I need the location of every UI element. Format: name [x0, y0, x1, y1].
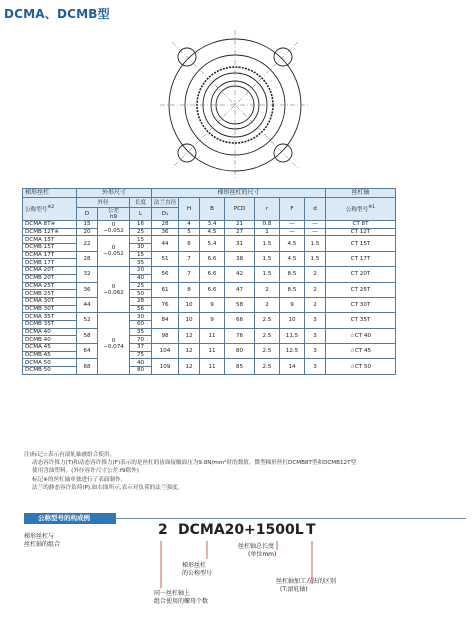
cell-r: 2.5 — [255, 359, 280, 374]
cell-f: 4.5 — [280, 236, 305, 251]
cell-pcd: 66 — [225, 313, 255, 328]
cell-model: DCMB 17T — [23, 259, 77, 267]
note-5: 法兰的静态容许负荷(P),如右图所示,表示对负荷的法兰强度。 — [32, 484, 184, 491]
note-4: 标记※的丝杠轴单独进行了表面制作。 — [32, 476, 127, 483]
cell-tol: 0 −0.074 — [98, 313, 130, 375]
cell-b: 9 — [200, 297, 225, 312]
code-model: DCMA20 — [178, 522, 245, 538]
cell-d1: 36 — [152, 228, 179, 236]
cell-f: 11.5 — [280, 328, 305, 343]
cell-pcd: 38 — [225, 251, 255, 266]
cell-screw: CT 20T — [326, 267, 396, 282]
cell-pcd: 58 — [225, 297, 255, 312]
cell-model: DCMA 8T※ — [23, 221, 77, 229]
cell-model: DCMB 25T — [23, 290, 77, 298]
cell-d: 3 — [305, 328, 326, 343]
cell-d1: 56 — [152, 267, 179, 282]
cell-f: 9 — [280, 297, 305, 312]
cell-r: 2.5 — [255, 313, 280, 328]
cell-screw: CT 17T — [326, 251, 396, 266]
cell-l: 15 — [130, 251, 152, 259]
header-model-label: 公称型号$^{※2}$ — [23, 198, 77, 221]
cell-l: 37 — [130, 344, 152, 352]
cell-d1: 44 — [152, 236, 179, 251]
cell-h: 12 — [179, 359, 200, 374]
cell-model: DCMB 45 — [23, 351, 77, 359]
cell-d: 3 — [305, 359, 326, 374]
header-r: r — [255, 198, 280, 221]
cell-screw: ☆CT 40 — [326, 328, 396, 343]
cell-pcd: 27 — [225, 228, 255, 236]
cell-l: 30 — [130, 244, 152, 252]
cell-d: 44 — [77, 297, 98, 312]
cell-screw: CT 25T — [326, 282, 396, 297]
cell-model: DCMA 20T — [23, 267, 77, 275]
cell-model: DCMB 20T — [23, 274, 77, 282]
note-2: 动态容许推力(T)和动态容许推力(F)表示的是丝杠的齿面接触面压为9.8N/mm²时的数值。微型梯形丝杠DCMB8T型和DCMB12T型 — [32, 460, 357, 467]
cell-l: 56 — [130, 305, 152, 313]
cell-l: 80 — [130, 367, 152, 375]
header-outer-dia: 外径 — [77, 198, 130, 208]
cell-tol: 0 −0.052 — [98, 221, 130, 236]
cell-b: 3.4 — [200, 221, 225, 229]
cell-d: — — [305, 228, 326, 236]
header-h: H — [179, 198, 200, 221]
cell-pcd: 42 — [225, 267, 255, 282]
cell-b: 6.6 — [200, 251, 225, 266]
cell-b: 6.6 — [200, 282, 225, 297]
cell-f: 8.5 — [280, 267, 305, 282]
cell-d: 52 — [77, 313, 98, 328]
cell-d1: 76 — [152, 297, 179, 312]
cell-l: 16 — [130, 221, 152, 229]
cell-d: 32 — [77, 267, 98, 282]
cell-d: 28 — [77, 251, 98, 266]
cell-model: DCMA 45 — [23, 344, 77, 352]
cell-f: — — [280, 221, 305, 229]
cell-screw: CT 12T — [326, 228, 396, 236]
cell-d: 20 — [77, 228, 98, 236]
explain-model: 梯形丝杠 的公称型号 — [182, 562, 213, 577]
cell-d1: 109 — [152, 359, 179, 374]
cell-l: 30 — [130, 313, 152, 321]
cell-h: 6 — [179, 236, 200, 251]
header-length-sub: L — [130, 208, 152, 221]
cell-d: 2 — [305, 297, 326, 312]
cell-model: DCMA 17T — [23, 251, 77, 259]
cell-d1: 84 — [152, 313, 179, 328]
header-pcd: PCD — [225, 198, 255, 221]
note-1: 注)标记☆表示有滚轧轴被组合使用。 — [24, 452, 116, 458]
note-3: 使用含油塑料。(外径容许尺寸公差:f9除外) — [32, 468, 139, 475]
cell-l: 50 — [130, 290, 152, 298]
cell-b: 11 — [200, 359, 225, 374]
cell-model: DCMA 25T — [23, 282, 77, 290]
cell-b: 9 — [200, 313, 225, 328]
cell-b: 4.5 — [200, 228, 225, 236]
cell-l: 25 — [130, 228, 152, 236]
code-length: +1500L — [244, 522, 304, 538]
cell-r: 2 — [255, 282, 280, 297]
header-outer-group: 外形尺寸 — [77, 189, 152, 198]
cell-pcd: 85 — [225, 359, 255, 374]
cell-pcd: 47 — [225, 282, 255, 297]
cell-d: 1.5 — [305, 251, 326, 266]
cell-r: 1.5 — [255, 251, 280, 266]
cell-d: 3 — [305, 344, 326, 359]
cell-model: DCMB 30T — [23, 305, 77, 313]
header-length: 长度 — [130, 198, 152, 208]
cell-d: 3 — [305, 313, 326, 328]
cell-pcd: 31 — [225, 236, 255, 251]
header-flange-dia: 法兰直径 — [152, 198, 179, 208]
cell-l: 70 — [130, 336, 152, 344]
cell-d: 1.5 — [305, 236, 326, 251]
header-screw-group: 丝杠轴 — [326, 189, 396, 198]
explain-length: 丝杠轴总长度 (单位mm) — [238, 543, 277, 558]
explain-type: 丝杠轴加工方法的区别 (T:滚轧轴) — [276, 578, 337, 593]
code-quantity: 2 — [158, 522, 168, 538]
cell-model: DCMB 40 — [23, 336, 77, 344]
cell-model: DCMA 50 — [23, 359, 77, 367]
cell-screw: CT 8T — [326, 221, 396, 229]
cell-r: 1.5 — [255, 236, 280, 251]
cell-model: DCMB 50 — [23, 367, 77, 375]
cell-d1: 51 — [152, 251, 179, 266]
cell-screw: CT 30T — [326, 297, 396, 312]
cell-l: 25 — [130, 282, 152, 290]
cell-d: 2 — [305, 267, 326, 282]
cell-l: 20 — [130, 267, 152, 275]
cell-b: 11 — [200, 328, 225, 343]
cell-d1: 98 — [152, 328, 179, 343]
cell-d: 68 — [77, 359, 98, 374]
cell-screw: CT 35T — [326, 313, 396, 328]
cell-l: 35 — [130, 328, 152, 336]
cell-r: 2.5 — [255, 328, 280, 343]
cell-r: 0.8 — [255, 221, 280, 229]
cell-pcd: 76 — [225, 328, 255, 343]
cell-d: 2 — [305, 282, 326, 297]
cell-d1: 61 — [152, 282, 179, 297]
cell-r: 1 — [255, 228, 280, 236]
cell-h: 8 — [179, 282, 200, 297]
explain-quantity: 同一丝杠轴上 组合使用的螺母个数 — [154, 590, 209, 605]
cell-b: 11 — [200, 344, 225, 359]
cell-model: DCMB 15T — [23, 244, 77, 252]
cell-h: 10 — [179, 313, 200, 328]
header-d: D — [77, 208, 98, 221]
cell-model: DCMA 40 — [23, 328, 77, 336]
header-flange-sub: D₁ — [152, 208, 179, 221]
cell-l: 15 — [130, 236, 152, 244]
cell-f: 8.5 — [280, 282, 305, 297]
cell-d1: 104 — [152, 344, 179, 359]
cell-d: 58 — [77, 328, 98, 343]
cell-d: 15 — [77, 221, 98, 229]
cell-pcd: 80 — [225, 344, 255, 359]
cell-d1: 28 — [152, 221, 179, 229]
header-d-small: d — [305, 198, 326, 221]
cell-model: DCMB 35T — [23, 320, 77, 328]
cell-pcd: 21 — [225, 221, 255, 229]
section-heading: 公称型号的构成例 — [24, 513, 116, 524]
cell-screw: ☆CT 50 — [326, 359, 396, 374]
cell-h: 5 — [179, 228, 200, 236]
cell-l: 40 — [130, 274, 152, 282]
cell-tol: 0 −0.052 — [98, 236, 130, 267]
cell-l: 35 — [130, 259, 152, 267]
header-f: F — [280, 198, 305, 221]
cell-model: DCMA 15T — [23, 236, 77, 244]
cell-r: 2 — [255, 297, 280, 312]
header-screw-label: 公称型号$^{※1}$ — [326, 198, 396, 221]
code-type: T — [306, 522, 316, 538]
cell-screw: CT 15T — [326, 236, 396, 251]
cell-f: — — [280, 228, 305, 236]
cell-b: 5.4 — [200, 236, 225, 251]
cell-f: 12.5 — [280, 344, 305, 359]
cell-h: 7 — [179, 251, 200, 266]
cell-f: 14 — [280, 359, 305, 374]
cell-h: 12 — [179, 344, 200, 359]
cell-d: 64 — [77, 344, 98, 359]
cell-l: 60 — [130, 320, 152, 328]
cell-d: — — [305, 221, 326, 229]
cell-b: 6.6 — [200, 267, 225, 282]
cell-h: 10 — [179, 297, 200, 312]
cell-f: 10 — [280, 313, 305, 328]
page-title: DCMA、DCMB型 — [4, 7, 110, 21]
cell-l: 75 — [130, 351, 152, 359]
cell-h: 7 — [179, 267, 200, 282]
header-flange-group: 梯形丝杠的尺寸 — [152, 189, 326, 198]
header-b: B — [200, 198, 225, 221]
cell-screw: ☆CT 45 — [326, 344, 396, 359]
cell-r: 2.5 — [255, 344, 280, 359]
cell-r: 1.5 — [255, 267, 280, 282]
cell-model: DCMA 35T — [23, 313, 77, 321]
header-model-group: 梯形丝杠 — [23, 189, 77, 198]
cell-l: 28 — [130, 297, 152, 305]
cell-tol: 0 −0.062 — [98, 267, 130, 313]
header-tol: 公差 h9 — [98, 208, 130, 221]
cell-l: 40 — [130, 359, 152, 367]
cell-h: 4 — [179, 221, 200, 229]
cell-d: 36 — [77, 282, 98, 297]
example-left-label: 梯形丝杠与 丝杠轴的组合 — [24, 533, 61, 548]
cell-h: 12 — [179, 328, 200, 343]
cell-model: DCMB 12T※ — [23, 228, 77, 236]
cell-f: 4.5 — [280, 251, 305, 266]
cell-d: 22 — [77, 236, 98, 251]
cell-model: DCMA 30T — [23, 297, 77, 305]
